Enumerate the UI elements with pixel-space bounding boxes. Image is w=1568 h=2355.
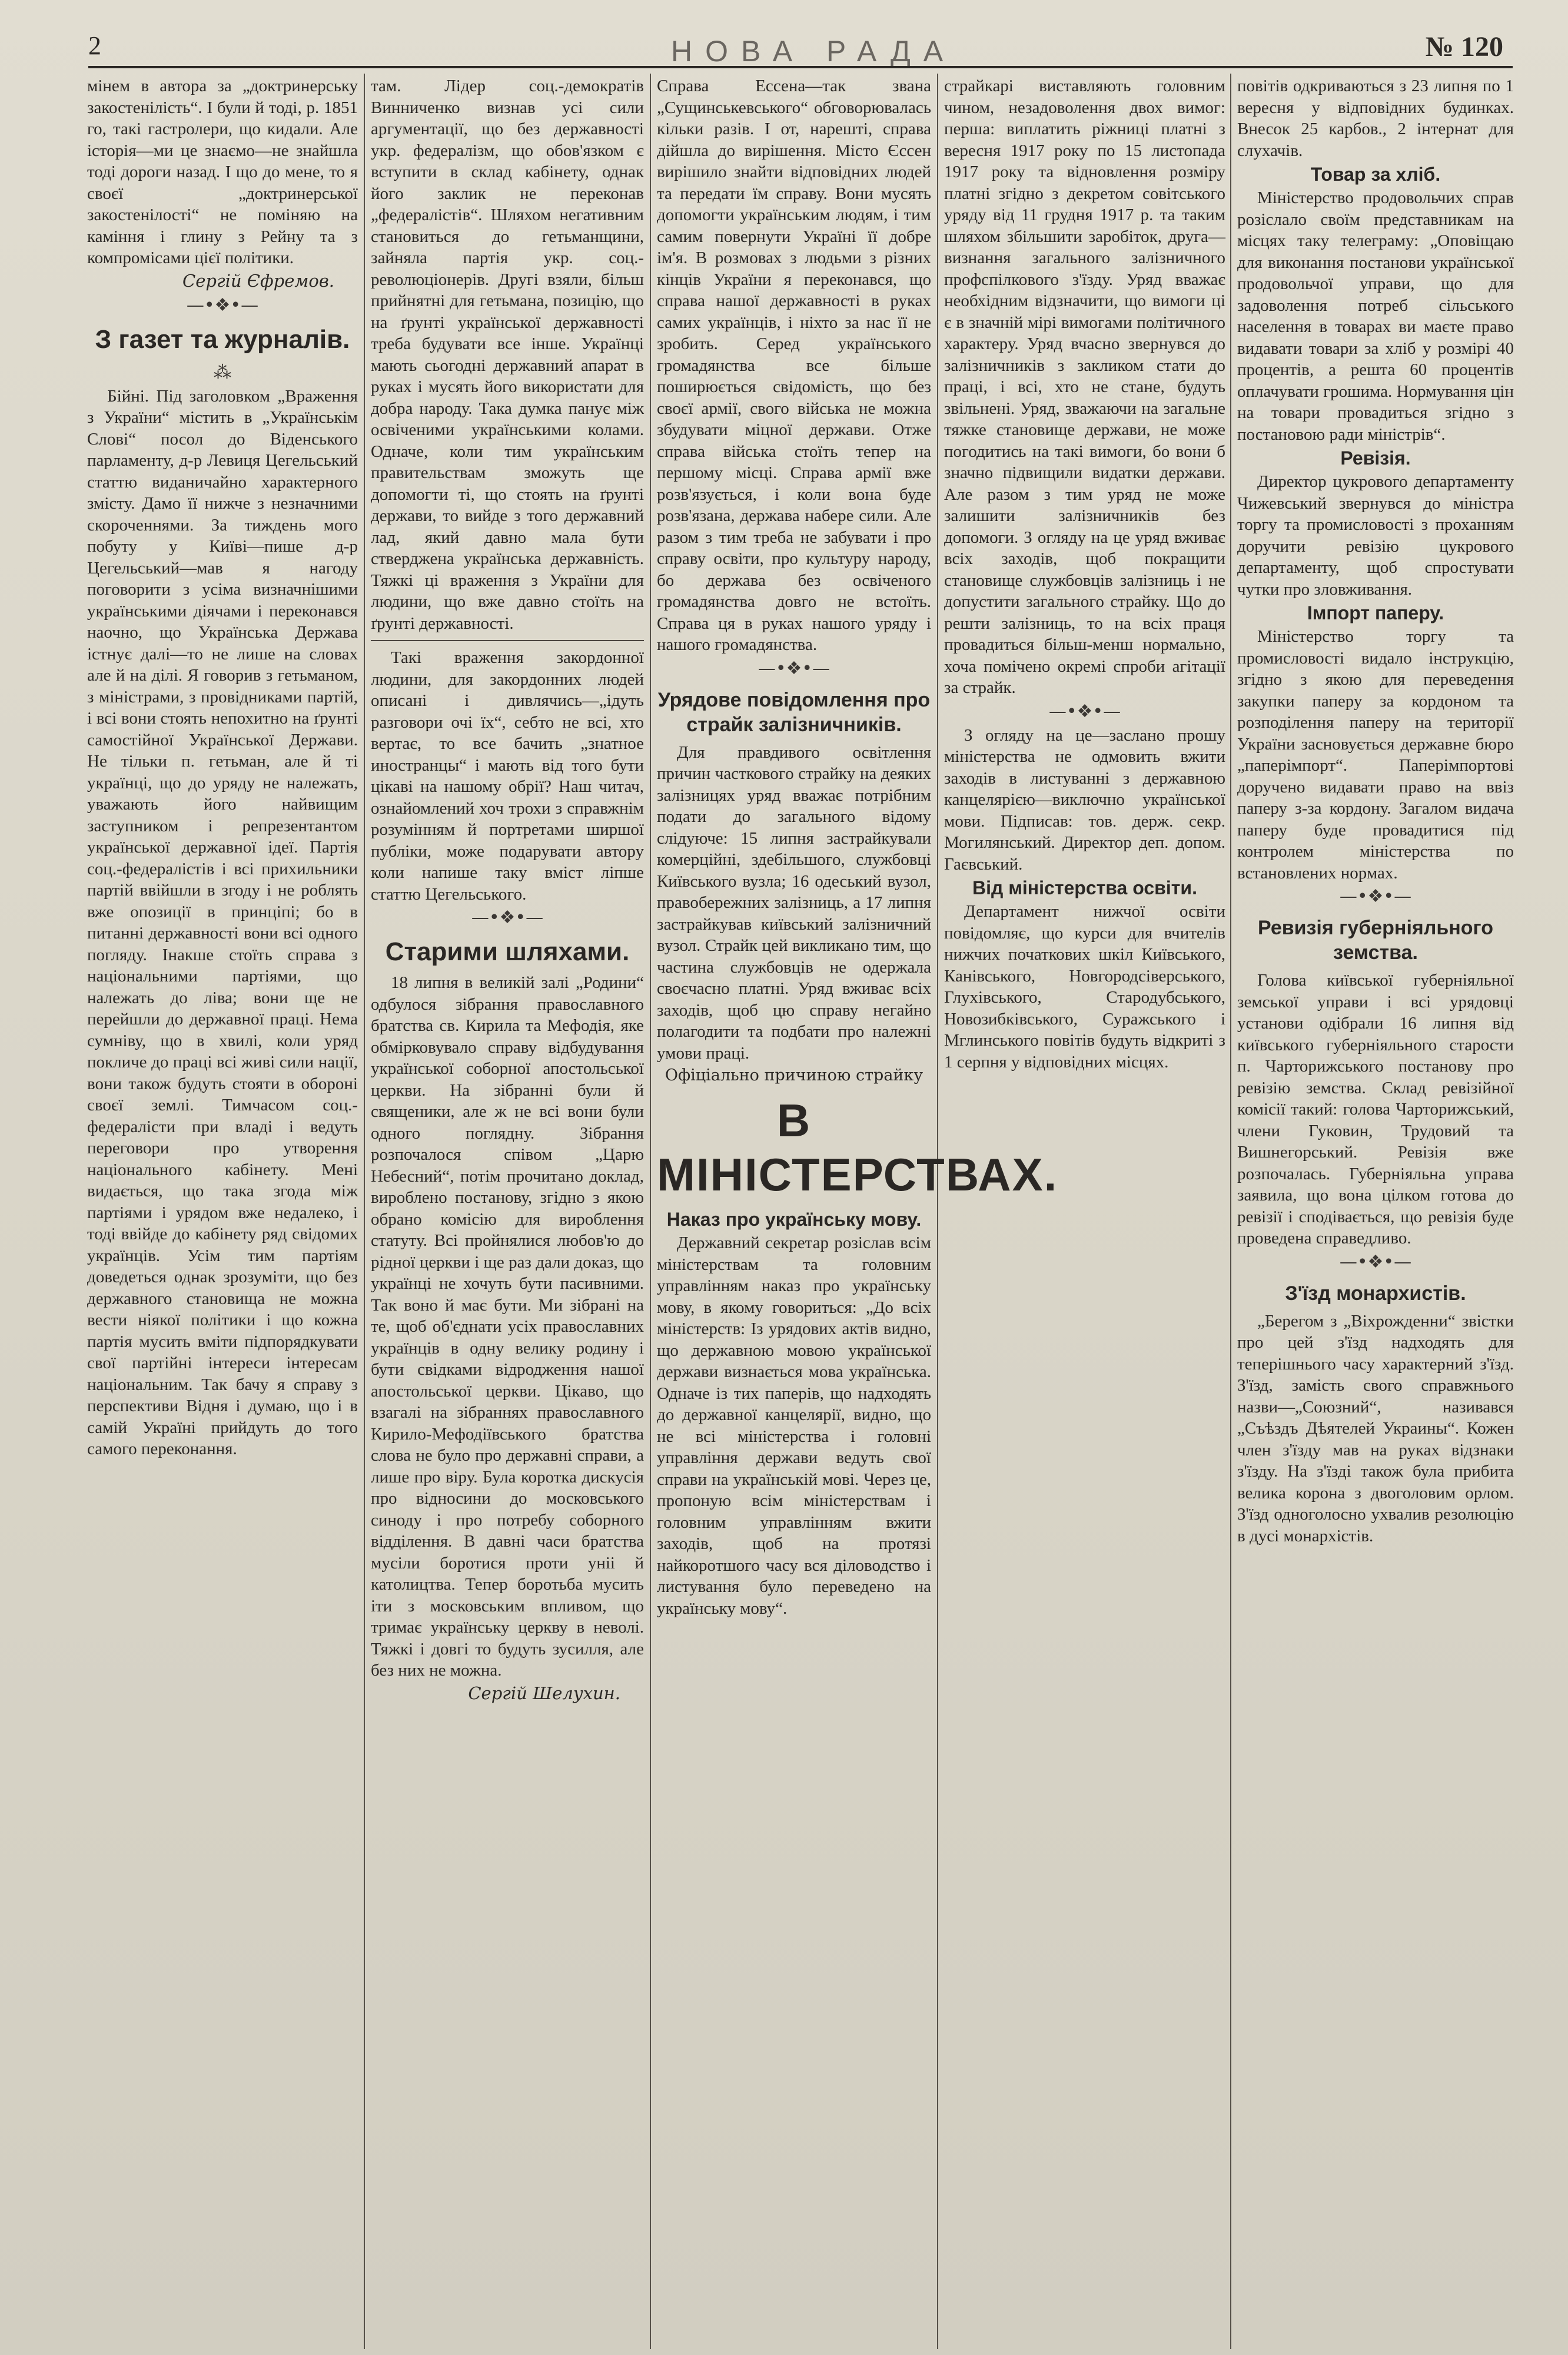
ornament-divider: —•❖•— bbox=[758, 658, 830, 679]
column-rule bbox=[650, 74, 651, 2349]
section-heading: З газет та журналів. bbox=[95, 324, 350, 354]
ornament-divider: —•❖•— bbox=[471, 907, 544, 928]
masthead-rule bbox=[88, 66, 1513, 68]
subheading: Товар за хліб. bbox=[1310, 164, 1441, 185]
section-heading: Старими шляхами. bbox=[385, 937, 630, 966]
article-signature: Сергій Єфремов. bbox=[182, 270, 334, 291]
subheading: Від міністерства освіти. bbox=[972, 877, 1197, 898]
article-text: Міністерство торгу та промисловості видало інструкцію, згідно з якою для переведення закупки паперу за кордоном та розподілення паперу на території України засновується державне бюро „паперімпорт“. Паперімпортові доручено видавати право на ввіз паперу з-за кордону. Загалом видача паперу буде провадитися під контролем міністерства по встановлених нормах. bbox=[1237, 627, 1514, 883]
article-text: Бійні. Під заголовком „Враження з України“ містить в „Українськім Слові“ посол до Віденського парламенту, д-р Левиця Цегельський статтю виданичайно характерного змісту. Дамо її нижче з незначними скороченнями. За тиждень мого побуту у Київі—пише д-р Цегельський—мав я нагоду поговорити з усіма визначнішими українськими діячами і переконався наочно, що Українська Держава істнує далі—то не лише на словах але й на ділі. Я говорив з гетьманом, з міністрами, з провідниками партій, і всі вони стоять непохитно на ґрунті самостійної Української Держави. Не тільки п. гетьман, але й ті українці, що до уряду не належать, уважають його найвищим заступником і репрезентантом української державної ідеї. Партія соц.-федералістів і всі прихильники партій ввійшли в згоду і не роблять вже опозиції в принціпі; бо в питанні державності вони всі одного погляду. Інакше стоїть справа з національними партіями, що належать до ліва; вони ще не перейшли до державної праці. Нема сумніву, що в хвилі, коли уряд покличе до праці всі живі сили нації, вони також будуть стояти в обороні своєї землі. Тимчасом соц.-федералісти при владі і ведуть переговори про утворення національного кабінету. Мені видається, що така згода між партіями і урядом вже недалеко, і тоді ввійде до кабінету ряд свідомих українців. Усім тим партіям доведеться однак зрозуміти, що без державного становища не можна вести ніякої політики і що кожна партія мусить вміти підпорядкувати свої партійні інтереси інтересам національним. Так бачу я справу з перспективи Відня і думаю, що і в самій Україні прийдуть до того самого переконання. bbox=[87, 386, 358, 1458]
newspaper-title: НОВА РАДА bbox=[671, 35, 956, 68]
section-heading-large: В МІНІСТЕРСТВАХ. bbox=[657, 1094, 1058, 1200]
article-text: З огляду на це—заслано прошу міністерства не одмовить вжити заходів в листуванні з державною канцелярією—виключно української мови. Підписав: тов. держ. секр. Могилянський. Директор деп. допом. Гаєвський. bbox=[944, 725, 1225, 874]
ornament-divider: —•❖•— bbox=[1048, 701, 1121, 722]
article-text: Директор цукрового департаменту Чижевський звернувся до міністра торгу та промисловості з проханням доручити ревізію цукрового департаменту, щоб спростувати чутки про зловживання. bbox=[1237, 472, 1514, 599]
divider bbox=[371, 640, 644, 641]
subheading: Імпорт паперу. bbox=[1307, 602, 1444, 623]
column-rule bbox=[1230, 74, 1231, 2349]
article-text: 18 липня в великій залі „Родини“ одбулося зібрання православного братства св. Кирила та Мефодія, яке обмірковувало справу відбудування української соборної апостольської церкви. На зібранні були й священики, але ж не всі вони були одного поглядну. Зібрання розпочалося співом „Царю Небесний“, потім прочитано доклад, вироблено постанову, згідно з якою обрано комісію для вироблення статуту. Всі пройнялися любов'ю до рідної церкви і ще раз дали доказ, що українці не хочуть бути пасивними. Так воно й має бути. Ми зібрані на те, щоб об'єднати усіх православних українців в одну велику родину і бути свідками відродження нашої апостольської церкви. Цікаво, що взагалі на зібраннях православного Кирило-Мефодіївського братства слова не було про державні справи, а лише про віру. Була коротка дискусія про відносини до московського синоду і про потребу соборного відділення. В давні часи братства мусіли боротися проти уніі й католицтва. Тепер боротьба мусить іти з московським впливом, що тримає українську церкву в неволі. Тяжкі і довгі то будуть зусилля, але без них не можна. bbox=[371, 973, 644, 1680]
article-text: Департамент нижчої освіти повідомляє, що курси для вчителів нижчих початкових шкіл Київського, Канівського, Новгородсіверського, Глухівського, Стародубського, Новозибківського, Суражського і Мглинського повітів будуть відкриті з 1 серпня у відповідних місцях. bbox=[944, 902, 1225, 1072]
column-2 bbox=[371, 75, 644, 2348]
article-text: Для правдивого освітлення причин часткового страйку на деяких залізницях уряд вважає потрібним подати до загального відому слідуюче: 15 липня застрайкували комерційні, здебільшого, службовці Київського вузла; 16 одеський вузол, правобережних залізниць, а 17 липня застрайкував київський залізничний вузол. Страйк цей викликано тим, що частина службовців не одержала своєчасно платні. Уряд вживає всіх заходів, щоб цю справу негайно полагодити та подбати про належні умови праці. bbox=[657, 742, 931, 1063]
subheading: Ревізія. bbox=[1340, 447, 1411, 469]
column-rule bbox=[364, 74, 365, 2349]
article-note: Офіціально причиною страйку bbox=[665, 1066, 923, 1084]
issue-number: № 120 bbox=[1425, 31, 1503, 62]
ornament-divider: ⁂ bbox=[214, 361, 231, 383]
article-text: Голова київської губерніяльної земської управи і всі урядовці установи одібрали 16 липня від київського губерніяльного старости п. Чарторижського постанову про ревізію земства. Склад ревізійної комісії такий: голова Чарторижський, члени Гуковин, Трудовий та Вишнегорський. Ревізія вже розпочалась. Губерніяльна управа заявила, що вона цілком готова до ревізії і сподівається, що ревізія буде проведена справедливо. bbox=[1237, 971, 1514, 1248]
article-text: мінем в автора за „доктринерську закостенілість“. І були й тоді, р. 1851 го, такі гастролери, що кидали. Але історія—ми це знаємо—не знайшла тоді дороги назад. І що до мене, то я своєї „доктринерської закостенілості“ не поміняю на каміння і глину з Рейну та з компромісами цієї політики. bbox=[87, 77, 358, 267]
column-rule bbox=[937, 74, 938, 2349]
article-text: Справа Ессена—так звана „Сущинськевського“ обговорювалась кільки разів. І от, нарешті, справа дійшла до вирішення. Місто Єссен вирішило знайти відповідних людей та передати їм справу. Вони мусять допомогти українським людям, і тим самим повернути Україні її добре ім'я. В розмовах з людьми з різних кінців України я переконався, що справа нашої державності в руках самих українців, і ніхто за нас її не зробить. Серед українського громадянства все більше поширюється свідомість, що без своєї армії, свого війська не можна збудувати міцної держави. Отже справа війська стоїть тепер на першому місці. Справа армії вже розв'язується, і коли вона буде розв'язана, держава набере сили. Але разом з тим треба не забувати і про справу освіти, про культуру народу, бо держава без освіченого громадянства довго не встоїть. Справа ця в руках нашого уряду і нашого громадянства. bbox=[657, 77, 931, 654]
section-heading: Ревизія губерніяльного земства. bbox=[1257, 917, 1494, 964]
ornament-divider: —•❖•— bbox=[186, 294, 259, 316]
article-text: „Берегом з „Віхрожденни“ звістки про цей з'їзд надходять для теперішнього часу характерний з'їзд. З'їзд, замість свого справжнього назви—„Союзний“, називався „Съѣздъ Дѣятелей Украины“. Кожен член з'їзду мав на руках відзнаки з'їзду. На з'їзді також була прибита велика корона з двоголовим орлом. З'їзд одноголосно ухвалив резолюцію в дусі монархістів. bbox=[1237, 1311, 1514, 1545]
article-text: повітів одкриваються з 23 липня по 1 вересня у відповідних будинках. Внесок 25 карбов., 2 інтернат для слухачів. bbox=[1237, 77, 1514, 160]
page-number: 2 bbox=[88, 31, 101, 60]
article-text: Такі враження закордонної людини, для закордонних людей описані і дивлячись—„ідуть разговори очі їх“, себто не всі, хто вертає, то все бачить „знатное иностранцы“ і мають від того бути цікаві на нашому обрії? Наш читач, ознайомлений хоч трохи з справжнім розумінням й портретами ширшої публіки, може подарувати автору коли напише таку вміст ліпше статтю Цегельського. bbox=[371, 648, 644, 904]
column-3 bbox=[657, 75, 1058, 2348]
column-1 bbox=[87, 75, 358, 2348]
section-heading: З'їзд монархистів. bbox=[1285, 1282, 1466, 1305]
article-text: Міністерство продовольчих справ розіслало своїм представникам на місцях таку телеграму: „Оповіщаю для виконання постанови української продовольчої управи, що для задоволення потреб сільського населення в товарах ви маєте право видавати товари за хліб у розмірі 40 процентів, а решта 60 процентів оплачувати грошима. Нормування цін на товари провадиться згідно з постановою ради міністрів“. bbox=[1237, 188, 1514, 444]
ornament-divider: —•❖•— bbox=[1339, 1251, 1412, 1272]
article-signature: Сергій Шелухин. bbox=[468, 1683, 620, 1703]
column-5 bbox=[1237, 75, 1514, 2348]
subheading: Наказ про українську мову. bbox=[666, 1209, 922, 1230]
column-4 bbox=[944, 75, 1225, 2348]
ornament-divider: —•❖•— bbox=[1339, 886, 1412, 907]
section-heading: Урядове повідомлення про страйк залізничників. bbox=[657, 688, 931, 736]
article-text: страйкарі виставляють головним чином, незадоволення двох вимог: перша: виплатить ріжниці платні з вересня 1917 року по 15 листопада 1917 року та відновлення розміру платні згідно з декретом совітського уряду від 11 грудня 1917 р. та таким шляхом збільшити заробіток, друга—визнання загального залізничного профспілкового з'їзду. Уряд вважає необхідним відзначити, що вимоги ці є в значній мірі вимогами політичного характеру. Уряд вчасно звернувся до залізничників з закликом стати до праці, і всі, хто не стане, будуть звільнені. Уряд, зважаючи на загальне тяжке становище держави, не може погодитись на такі вимоги, бо вони б значно підвищили видатки держави. Але разом з тим уряд не може залишити залізничників без допомоги. З огляду на це уряд вживає всіх заходів, щоб покращити становище службовців залізниць і не допустити загального страйку. Що до решти залізниць, то на всіх праця провадиться більш-менш нормально, хоча помічено окремі спроби агітації за страйк. bbox=[944, 77, 1225, 697]
article-text: Державний секретар розіслав всім міністерствам та головним управлінням наказ про українську мову, в якому говориться: „До всіх міністерств: Із урядових актів видно, що державною мовою української держави визнається мова українська. Одначе із тих паперів, що надходять до державної канцелярії, видно, що не всі міністерства і головні управління держави ведуть свої справи на українській мові. Через це, пропоную всім міністерствам і головним управлінням вжити заходів, щоб на протязі найкоротшого часу вся діловодство і листування було переведено на українську мову“. bbox=[657, 1233, 931, 1618]
article-text: там. Лідер соц.-демократів Винниченко визнав усі сили аргументації, що без державності укр. федералізм, що обов'язком є вступити в склад кабінету, однак його заклик не переконав „федералістів“. Шляхом негативним становиться до гетьманщини, зайняла партія укр. соц.-революціонерів. Другі взяли, більш прийнятні для гетьмана, позицію, що на ґрунті української державності треба будувати все інше. Українці мають сьогодні державний апарат в руках і мусять його використати для добра народу. Така думка панує між освіченими українськими колами. Одначе, коли тим українським правительствам зможуть ще допомогти ті, що стоять на ґрунті держави, то вийде з того державний лад, який давно мала бути стверджена українська державність. Тяжкі ці враження з України для людини, що вже давно стоїть на ґрунті державності. bbox=[371, 77, 644, 633]
